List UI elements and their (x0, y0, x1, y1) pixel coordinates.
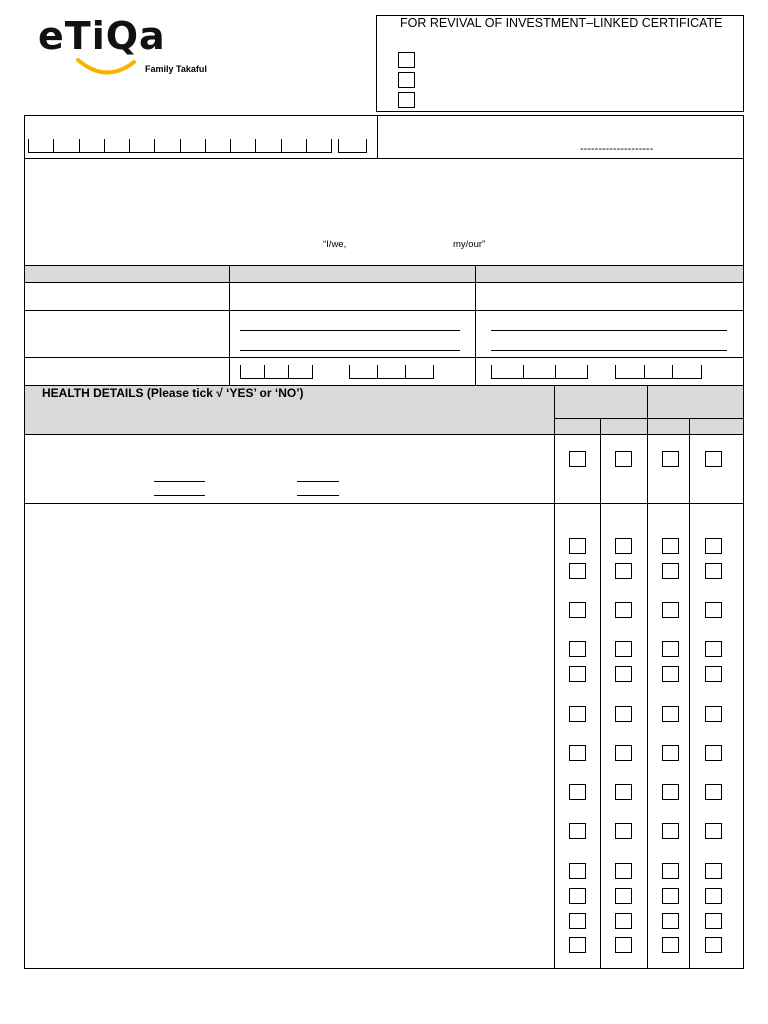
health-answer-checkbox[interactable] (615, 706, 632, 722)
health-answer-checkbox[interactable] (569, 666, 586, 682)
life-assured-date-2[interactable] (349, 364, 433, 379)
answer-col-mid-2 (689, 418, 690, 969)
logo-swoosh (78, 60, 134, 73)
declaration-iwe: “I/we, (323, 239, 347, 250)
logo-tagline: Family Takaful (145, 64, 207, 74)
health-answer-checkbox[interactable] (662, 913, 679, 929)
certificate-digits-tick (281, 139, 282, 153)
health-answer-checkbox[interactable] (662, 563, 679, 579)
certificate-digits-tick (180, 139, 181, 153)
certificate-check-digit-tick (338, 139, 339, 153)
certificate-digits-tick (154, 139, 155, 153)
participant-line-2[interactable] (491, 350, 727, 351)
health-answer-checkbox[interactable] (705, 666, 722, 682)
weight-line-2[interactable] (297, 495, 339, 496)
health-answer-checkbox[interactable] (662, 888, 679, 904)
life-assured-date-2-tick (349, 365, 350, 379)
health-answer-checkbox[interactable] (569, 641, 586, 657)
health-answer-checkbox[interactable] (569, 888, 586, 904)
revival-option-checkbox-2[interactable] (398, 72, 415, 88)
health-answer-checkbox[interactable] (705, 451, 722, 467)
answer-col-left (554, 385, 555, 969)
health-answer-checkbox[interactable] (615, 538, 632, 554)
certificate-digits-tick (53, 139, 54, 153)
certificate-digits-tick (104, 139, 105, 153)
participant-date-1[interactable] (491, 364, 587, 379)
health-answer-checkbox[interactable] (569, 538, 586, 554)
certificate-number-field[interactable] (28, 138, 368, 153)
life-assured-date-2-tick (405, 365, 406, 379)
revival-type-box (376, 15, 744, 112)
life-assured-line-1[interactable] (240, 330, 460, 331)
health-answer-checkbox[interactable] (615, 666, 632, 682)
health-answer-checkbox[interactable] (705, 706, 722, 722)
health-answer-checkbox[interactable] (569, 602, 586, 618)
health-answer-checkbox[interactable] (615, 641, 632, 657)
certificate-check-digit[interactable] (338, 138, 366, 153)
health-answer-checkbox[interactable] (615, 823, 632, 839)
health-answer-checkbox[interactable] (662, 666, 679, 682)
health-answer-checkbox[interactable] (569, 937, 586, 953)
health-answer-checkbox[interactable] (569, 913, 586, 929)
life-assured-date-2-baseline (349, 378, 433, 379)
life-assured-date-2-tick (433, 365, 434, 379)
cert-row-bottom (24, 158, 744, 159)
health-answer-checkbox[interactable] (569, 823, 586, 839)
health-answer-checkbox[interactable] (662, 641, 679, 657)
health-answer-checkbox[interactable] (705, 823, 722, 839)
certificate-check-digit-tick (366, 139, 367, 153)
health-answer-checkbox[interactable] (705, 563, 722, 579)
participant-date-2-tick (672, 365, 673, 379)
health-answer-checkbox[interactable] (705, 937, 722, 953)
health-answer-checkbox[interactable] (569, 745, 586, 761)
revival-option-checkbox-3[interactable] (398, 92, 415, 108)
cert-row-divider (377, 115, 378, 158)
participant-date-1-tick (491, 365, 492, 379)
health-answer-checkbox[interactable] (615, 563, 632, 579)
participant-date-2[interactable] (615, 364, 701, 379)
certificate-digits-tick (28, 139, 29, 153)
participant-line-1[interactable] (491, 330, 727, 331)
revival-option-checkbox-1[interactable] (398, 52, 415, 68)
certificate-digits-tick (230, 139, 231, 153)
health-answer-checkbox[interactable] (662, 538, 679, 554)
health-answer-checkbox[interactable] (705, 784, 722, 800)
health-answer-checkbox[interactable] (705, 888, 722, 904)
certificate-digits-tick (129, 139, 130, 153)
health-answer-checkbox[interactable] (615, 451, 632, 467)
participant-date-1-baseline (491, 378, 587, 379)
participant-date-1-tick (555, 365, 556, 379)
health-q1-bottom (24, 503, 744, 504)
health-answer-checkbox[interactable] (705, 913, 722, 929)
health-answer-checkbox[interactable] (615, 913, 632, 929)
particulars-row-1-bottom (24, 310, 744, 311)
participant-date-1-tick (523, 365, 524, 379)
form-body (24, 115, 744, 969)
health-answer-checkbox[interactable] (569, 451, 586, 467)
certificate-digits-tick (306, 139, 307, 153)
health-answer-checkbox[interactable] (662, 784, 679, 800)
life-assured-date-1-tick (240, 365, 241, 379)
health-details-title: HEALTH DETAILS (Please tick √ ‘YES’ or ‘NO’) (42, 386, 304, 400)
answer-col-group (647, 385, 648, 969)
life-assured-date-2-tick (377, 365, 378, 379)
health-answer-checkbox[interactable] (662, 823, 679, 839)
answer-col-mid-1 (600, 418, 601, 969)
life-assured-date-1-tick (264, 365, 265, 379)
particulars-col-1 (229, 265, 230, 385)
life-assured-date-1-tick (288, 365, 289, 379)
health-answer-checkbox[interactable] (662, 745, 679, 761)
declaration-myour: my/our” (453, 239, 486, 250)
certificate-digits-tick (331, 139, 332, 153)
certificate-digits-tick (255, 139, 256, 153)
particulars-header-fill (25, 266, 743, 282)
health-answer-checkbox[interactable] (615, 602, 632, 618)
health-answer-checkbox[interactable] (705, 745, 722, 761)
health-answer-checkbox[interactable] (615, 745, 632, 761)
health-answer-checkbox[interactable] (569, 563, 586, 579)
certificate-digits-tick (79, 139, 80, 153)
health-answer-checkbox[interactable] (615, 888, 632, 904)
certificate-dashed-line: -------------------- (580, 143, 654, 155)
weight-line-1[interactable] (297, 481, 339, 482)
health-header-bottom (24, 434, 744, 435)
health-subheader-line (554, 418, 744, 419)
height-line-2[interactable] (154, 495, 205, 496)
health-answer-checkbox[interactable] (615, 937, 632, 953)
health-answer-checkbox[interactable] (569, 863, 586, 879)
health-answer-checkbox[interactable] (705, 863, 722, 879)
particulars-col-2 (475, 265, 476, 385)
participant-date-2-baseline (615, 378, 701, 379)
health-answer-checkbox[interactable] (615, 863, 632, 879)
participant-date-2-tick (615, 365, 616, 379)
certificate-check-digit-baseline (338, 152, 366, 153)
health-answer-checkbox[interactable] (569, 784, 586, 800)
health-answer-checkbox[interactable] (662, 706, 679, 722)
health-answer-checkbox[interactable] (705, 641, 722, 657)
participant-date-1-tick (587, 365, 588, 379)
health-answer-checkbox[interactable] (569, 706, 586, 722)
particulars-row-2-bottom (24, 357, 744, 358)
life-assured-date-1-baseline (240, 378, 312, 379)
life-assured-date-1[interactable] (240, 364, 312, 379)
form-title: FOR REVIVAL OF INVESTMENT–LINKED CERTIFICATE (400, 16, 723, 30)
participant-date-2-tick (701, 365, 702, 379)
health-answer-checkbox[interactable] (662, 863, 679, 879)
life-assured-line-2[interactable] (240, 350, 460, 351)
health-answer-checkbox[interactable] (705, 602, 722, 618)
health-answer-checkbox[interactable] (662, 451, 679, 467)
certificate-digits-tick (205, 139, 206, 153)
health-answer-checkbox[interactable] (662, 937, 679, 953)
height-line-1[interactable] (154, 481, 205, 482)
logo-brand-text: eTiQa (38, 14, 166, 58)
certificate-digits[interactable] (28, 138, 331, 153)
life-assured-date-1-tick (312, 365, 313, 379)
health-answer-checkbox[interactable] (705, 538, 722, 554)
health-answer-checkbox[interactable] (662, 602, 679, 618)
company-logo (38, 14, 218, 82)
particulars-header-bottom (24, 282, 744, 283)
participant-date-2-tick (644, 365, 645, 379)
health-answer-checkbox[interactable] (615, 784, 632, 800)
